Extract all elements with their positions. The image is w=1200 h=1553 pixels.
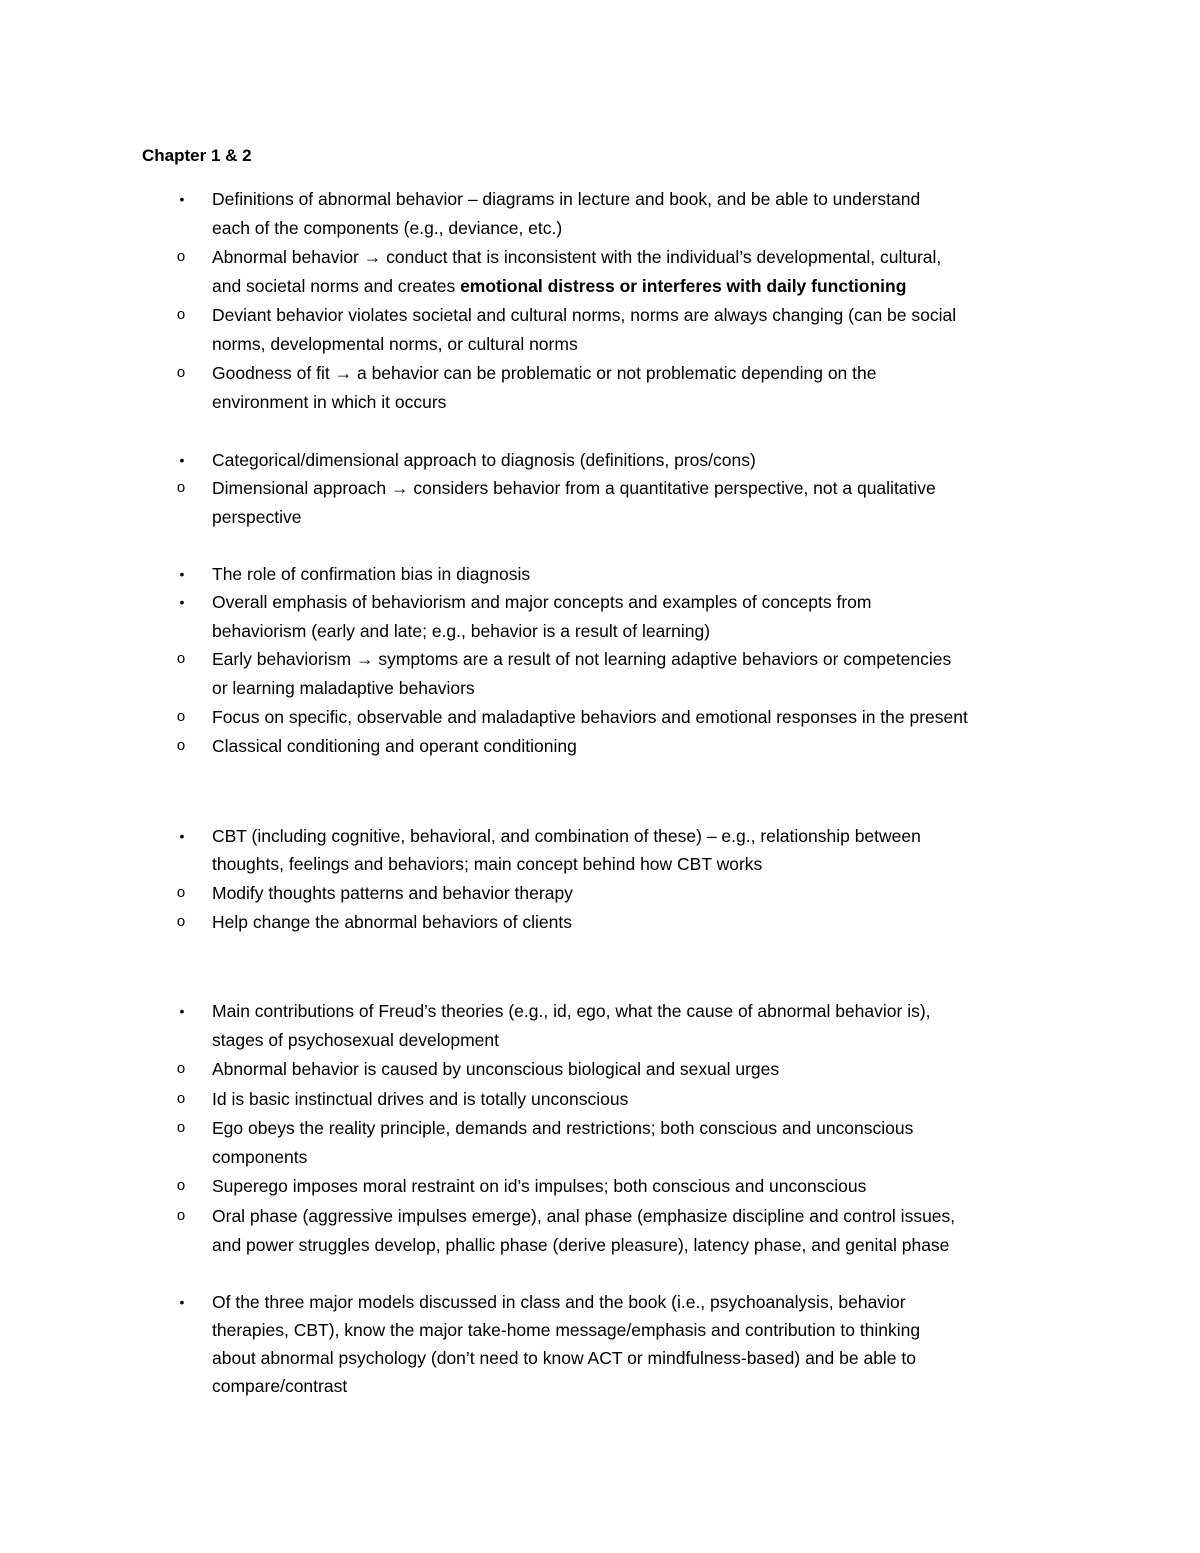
sub-item-modify-thoughts: Modify thoughts patterns and behavior therapy	[212, 883, 573, 903]
sub-item-deviant-behavior: Deviant behavior violates societal and cultural norms, norms are always changing (can be social	[212, 305, 957, 325]
bullet-marker: •	[179, 452, 185, 468]
sub-item-focus: Focus on specific, observable and maladaptive behaviors and emotional responses in the present	[212, 707, 968, 727]
sub-item-ego: Ego obeys the reality principle, demands and restrictions; both conscious and unconscious	[212, 1118, 914, 1138]
sub-item-goodness-of-fit-cont: environment in which it occurs	[212, 392, 447, 412]
sub-item-superego: Superego imposes moral restraint on id’s impulses; both conscious and unconscious	[212, 1176, 867, 1196]
bullet-marker: •	[179, 191, 185, 207]
sub-item-dimensional	[212, 476, 936, 500]
term-definition: symptoms are a result of not learning adaptive behaviors or competencies	[378, 649, 952, 669]
bullet-item-freud-cont: stages of psychosexual development	[212, 1030, 499, 1050]
sub-item-unconscious-urges: Abnormal behavior is caused by unconscious biological and sexual urges	[212, 1059, 780, 1079]
term-label: Goodness of fit	[212, 363, 330, 383]
sub-item-dimensional-cont: perspective	[212, 507, 302, 527]
sub-item-help-change: Help change the abnormal behaviors of clients	[212, 912, 572, 932]
sub-bullet-marker: o	[176, 364, 186, 381]
term-label: Abnormal behavior	[212, 247, 359, 267]
bullet-marker: •	[179, 566, 185, 582]
sub-item-early-behaviorism-cont: or learning maladaptive behaviors	[212, 678, 475, 698]
bullet-item-confirmation-bias: The role of confirmation bias in diagnosis	[212, 564, 531, 584]
term-definition: considers behavior from a quantitative perspective, not a qualitative	[413, 478, 936, 498]
sub-item-conditioning: Classical conditioning and operant conditioning	[212, 736, 577, 756]
sub-bullet-marker: o	[176, 737, 186, 754]
sub-bullet-marker: o	[176, 708, 186, 725]
sub-bullet-marker: o	[176, 650, 186, 667]
sub-item-phases: Oral phase (aggressive impulses emerge), anal phase (emphasize discipline and control issues,	[212, 1206, 956, 1226]
term-definition: conduct that is inconsistent with the individual’s developmental, cultural,	[386, 247, 942, 267]
sub-item-deviant-behavior-cont: norms, developmental norms, or cultural norms	[212, 334, 578, 354]
sub-item-abnormal-behavior	[212, 245, 941, 269]
bullet-item-three-models: Of the three major models discussed in class and the book (i.e., psychoanalysis, behavior	[212, 1292, 906, 1312]
bullet-marker: •	[179, 1003, 185, 1019]
sub-bullet-marker: o	[176, 913, 186, 930]
bold-emphasis: emotional distress or interferes with daily functioning	[460, 276, 907, 296]
sub-bullet-marker: o	[176, 884, 186, 901]
sub-item-goodness-of-fit	[212, 361, 876, 385]
bullet-item-definitions-cont: each of the components (e.g., deviance, etc.)	[212, 218, 563, 238]
bullet-item-definitions: Definitions of abnormal behavior – diagrams in lecture and book, and be able to understand	[212, 189, 921, 209]
bullet-item-behaviorism-cont: behaviorism (early and late; e.g., behavior is a result of learning)	[212, 621, 711, 641]
bullet-item-cbt: CBT (including cognitive, behavioral, and combination of these) – e.g., relationship between	[212, 826, 921, 846]
bullet-item-behaviorism: Overall emphasis of behaviorism and major concepts and examples of concepts from	[212, 592, 872, 612]
sub-item-phases-cont: and power struggles develop, phallic phase (derive pleasure), latency phase, and genital phase	[212, 1235, 950, 1255]
arrow-right-icon: →	[391, 478, 409, 498]
bullet-marker: •	[179, 828, 185, 844]
term-definition: a behavior can be problematic or not problematic depending on the	[356, 363, 877, 383]
bullet-marker: •	[179, 594, 185, 610]
bullet-item-three-models-cont: compare/contrast	[212, 1376, 348, 1396]
term-label: Dimensional approach	[212, 478, 387, 498]
sub-bullet-marker: o	[176, 1090, 186, 1107]
arrow-right-icon: →	[363, 247, 382, 267]
bullet-item-three-models-cont: therapies, CBT), know the major take-home message/emphasis and contribution to thinking	[212, 1320, 921, 1340]
term-label: Early behaviorism	[212, 649, 352, 669]
sub-bullet-marker: o	[176, 1177, 186, 1194]
bullet-item-three-models-cont: about abnormal psychology (don’t need to know ACT or mindfulness-based) and be able to	[212, 1348, 916, 1368]
sub-item-abnormal-behavior-cont	[212, 274, 906, 298]
sub-item-early-behaviorism	[212, 647, 951, 671]
bullet-item-categorical: Categorical/dimensional approach to diagnosis (definitions, pros/cons)	[212, 450, 756, 470]
line-text: and societal norms and creates	[212, 276, 456, 296]
sub-item-ego-cont: components	[212, 1147, 308, 1167]
arrow-right-icon: →	[355, 649, 374, 669]
sub-bullet-marker: o	[176, 248, 186, 265]
sub-bullet-marker: o	[176, 479, 186, 496]
bullet-marker: •	[179, 1294, 185, 1310]
sub-bullet-marker: o	[176, 1060, 186, 1077]
page-title: Chapter 1 & 2	[142, 146, 252, 165]
bullet-item-freud: Main contributions of Freud’s theories (e.g., id, ego, what the cause of abnormal behavior is),	[212, 1001, 931, 1021]
arrow-right-icon: →	[334, 363, 353, 383]
sub-item-id: Id is basic instinctual drives and is totally unconscious	[212, 1089, 629, 1109]
sub-bullet-marker: o	[176, 306, 186, 323]
sub-bullet-marker: o	[176, 1119, 186, 1136]
sub-bullet-marker: o	[176, 1207, 186, 1224]
bullet-item-cbt-cont: thoughts, feelings and behaviors; main concept behind how CBT works	[212, 854, 763, 874]
